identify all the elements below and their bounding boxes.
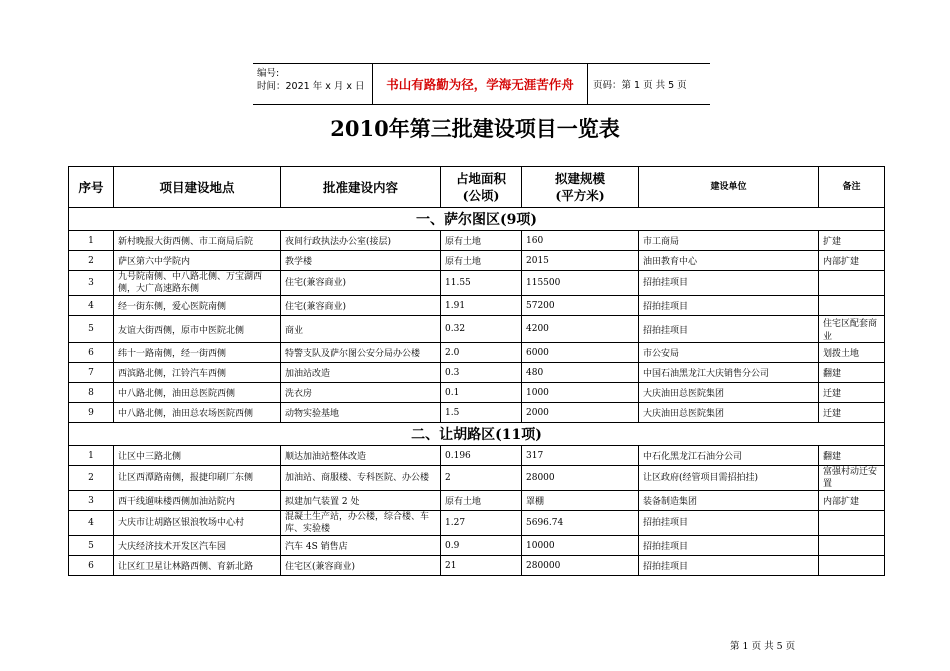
table-row xyxy=(69,403,885,423)
cell-unit: 油田教育中心 xyxy=(639,251,819,271)
table-row xyxy=(69,536,885,556)
cell-no: 3 xyxy=(69,271,114,296)
cell-no: 5 xyxy=(69,536,114,556)
page-label: 页码：第 1 页 共 5 页 xyxy=(593,80,687,91)
table-row xyxy=(69,383,885,403)
cell-note: 富强村动迁安置 xyxy=(819,466,885,491)
motto: 书山有路勤为径，学海无涯苦作舟 xyxy=(372,64,588,104)
cell-no: 9 xyxy=(69,403,114,423)
header-note: 备注 xyxy=(819,167,885,208)
header-content: 批准建设内容 xyxy=(281,167,441,208)
cell-content: 汽车 4S 销售店 xyxy=(281,536,441,556)
cell-note: 迁建 xyxy=(819,383,885,403)
table-row xyxy=(69,466,885,491)
cell-no: 1 xyxy=(69,231,114,251)
table-header-row xyxy=(69,167,885,208)
cell-content: 加油站改造 xyxy=(281,363,441,383)
cell-unit: 招拍挂项目 xyxy=(639,316,819,343)
cell-location: 新村晚报大街西侧、市工商局后院 xyxy=(114,231,281,251)
header-meta xyxy=(253,64,372,104)
cell-scale: 6000 xyxy=(522,343,639,363)
cell-scale: 317 xyxy=(522,446,639,466)
section-title: 一、萨尔图区(9项) xyxy=(69,208,885,231)
table-row xyxy=(69,296,885,316)
cell-area: 0.1 xyxy=(441,383,522,403)
table-row xyxy=(69,556,885,576)
time-label: 时间：2021 年 x 月 x 日 xyxy=(257,81,365,92)
cell-note: 迁建 xyxy=(819,403,885,423)
cell-unit: 招拍挂项目 xyxy=(639,511,819,536)
cell-content: 特警支队及萨尔图公安分局办公楼 xyxy=(281,343,441,363)
cell-unit: 装备制造集团 xyxy=(639,491,819,511)
cell-unit: 让区政府(经管项目需招拍挂) xyxy=(639,466,819,491)
cell-no: 4 xyxy=(69,296,114,316)
table-row xyxy=(69,316,885,343)
cell-note xyxy=(819,556,885,576)
cell-location: 友谊大街西侧，原市中医院北侧 xyxy=(114,316,281,343)
cell-scale: 4200 xyxy=(522,316,639,343)
cell-unit: 大庆油田总医院集团 xyxy=(639,403,819,423)
cell-location: 让区红卫星让林路西侧、育新北路 xyxy=(114,556,281,576)
cell-no: 5 xyxy=(69,316,114,343)
cell-unit: 市工商局 xyxy=(639,231,819,251)
cell-note xyxy=(819,511,885,536)
cell-area: 11.55 xyxy=(441,271,522,296)
cell-content: 洗衣房 xyxy=(281,383,441,403)
cell-scale: 160 xyxy=(522,231,639,251)
table-row xyxy=(69,491,885,511)
page-header xyxy=(253,63,710,105)
section-row xyxy=(69,208,885,231)
table-row xyxy=(69,343,885,363)
cell-location: 西干线遛味楼西侧加油站院内 xyxy=(114,491,281,511)
cell-content: 商业 xyxy=(281,316,441,343)
cell-scale: 115500 xyxy=(522,271,639,296)
cell-note: 翻建 xyxy=(819,363,885,383)
cell-no: 8 xyxy=(69,383,114,403)
cell-area: 0.196 xyxy=(441,446,522,466)
document-title: 2010年第三批建设项目一览表 xyxy=(330,116,620,141)
header-area: 占地面积 (公顷) xyxy=(441,167,522,208)
cell-location: 让区中三路北侧 xyxy=(114,446,281,466)
cell-scale: 480 xyxy=(522,363,639,383)
cell-scale: 10000 xyxy=(522,536,639,556)
cell-unit: 招拍挂项目 xyxy=(639,556,819,576)
cell-area: 0.32 xyxy=(441,316,522,343)
cell-unit: 中国石油黑龙江大庆销售分公司 xyxy=(639,363,819,383)
cell-location: 九号院南侧、中八路北侧、万宝湖西侧，大广高速路东侧 xyxy=(114,271,281,296)
cell-area: 0.3 xyxy=(441,363,522,383)
cell-location: 大庆经济技术开发区汽车园 xyxy=(114,536,281,556)
cell-location: 让区西潭路南侧，报捷印刷厂东侧 xyxy=(114,466,281,491)
cell-scale: 2000 xyxy=(522,403,639,423)
table-row xyxy=(69,251,885,271)
table-row xyxy=(69,511,885,536)
cell-content: 混凝土生产站，办公楼，综合楼、车库、实验楼 xyxy=(281,511,441,536)
cell-note: 扩建 xyxy=(819,231,885,251)
cell-note: 划拨土地 xyxy=(819,343,885,363)
cell-area: 2 xyxy=(441,466,522,491)
cell-content: 住宅(兼容商业) xyxy=(281,296,441,316)
cell-content: 拟建加气装置 2 处 xyxy=(281,491,441,511)
cell-content: 夜间行政执法办公室(接层) xyxy=(281,231,441,251)
cell-location: 中八路北侧，油田总农场医院西侧 xyxy=(114,403,281,423)
table-row xyxy=(69,231,885,251)
cell-unit: 招拍挂项目 xyxy=(639,536,819,556)
cell-area: 21 xyxy=(441,556,522,576)
table-row xyxy=(69,271,885,296)
cell-no: 6 xyxy=(69,343,114,363)
cell-note xyxy=(819,271,885,296)
cell-location: 中八路北侧，油田总医院西侧 xyxy=(114,383,281,403)
cell-location: 经一街东侧，爱心医院南侧 xyxy=(114,296,281,316)
cell-no: 4 xyxy=(69,511,114,536)
section-title: 二、让胡路区(11项) xyxy=(69,423,885,446)
cell-content: 顺达加油站整体改造 xyxy=(281,446,441,466)
cell-note xyxy=(819,296,885,316)
section-row xyxy=(69,423,885,446)
table-row xyxy=(69,363,885,383)
cell-note xyxy=(819,536,885,556)
cell-area: 1.91 xyxy=(441,296,522,316)
cell-no: 2 xyxy=(69,251,114,271)
cell-no: 3 xyxy=(69,491,114,511)
cell-no: 6 xyxy=(69,556,114,576)
cell-location: 大庆市让胡路区银浪牧场中心村 xyxy=(114,511,281,536)
project-table xyxy=(68,166,885,576)
cell-area: 原有土地 xyxy=(441,231,522,251)
cell-content: 住宅(兼容商业) xyxy=(281,271,441,296)
cell-area: 1.5 xyxy=(441,403,522,423)
cell-unit: 中石化黑龙江石油分公司 xyxy=(639,446,819,466)
cell-area: 原有土地 xyxy=(441,251,522,271)
cell-content: 教学楼 xyxy=(281,251,441,271)
cell-area: 0.9 xyxy=(441,536,522,556)
cell-no: 7 xyxy=(69,363,114,383)
cell-note: 内部扩建 xyxy=(819,491,885,511)
cell-location: 萨区第六中学院内 xyxy=(114,251,281,271)
cell-location: 纬十一路南侧，经一街西侧 xyxy=(114,343,281,363)
header-scale: 拟建规模 (平方米) xyxy=(522,167,639,208)
cell-scale: 57200 xyxy=(522,296,639,316)
cell-area: 原有土地 xyxy=(441,491,522,511)
cell-location: 西滨路北侧，江铃汽车西侧 xyxy=(114,363,281,383)
cell-note: 翻建 xyxy=(819,446,885,466)
header-unit: 建设单位 xyxy=(639,167,819,208)
cell-unit: 招拍挂项目 xyxy=(639,271,819,296)
cell-scale: 5696.74 xyxy=(522,511,639,536)
cell-unit: 大庆油田总医院集团 xyxy=(639,383,819,403)
header-no: 序号 xyxy=(69,167,114,208)
cell-scale: 280000 xyxy=(522,556,639,576)
code-label: 编号: xyxy=(257,68,280,79)
cell-note: 内部扩建 xyxy=(819,251,885,271)
cell-area: 1.27 xyxy=(441,511,522,536)
cell-scale: 28000 xyxy=(522,466,639,491)
page-footer: 第 1 页 共 5 页 xyxy=(730,641,796,652)
cell-scale: 1000 xyxy=(522,383,639,403)
header-location: 项目建设地点 xyxy=(114,167,281,208)
cell-content: 加油站、商服楼、专科医院、办公楼 xyxy=(281,466,441,491)
cell-no: 1 xyxy=(69,446,114,466)
cell-scale: 2015 xyxy=(522,251,639,271)
table-row xyxy=(69,446,885,466)
cell-content: 动物实验基地 xyxy=(281,403,441,423)
cell-note: 住宅区配套商业 xyxy=(819,316,885,343)
cell-area: 2.0 xyxy=(441,343,522,363)
cell-content: 住宅区(兼容商业) xyxy=(281,556,441,576)
cell-scale: 罩棚 xyxy=(522,491,639,511)
cell-no: 2 xyxy=(69,466,114,491)
cell-unit: 市公安局 xyxy=(639,343,819,363)
cell-unit: 招拍挂项目 xyxy=(639,296,819,316)
